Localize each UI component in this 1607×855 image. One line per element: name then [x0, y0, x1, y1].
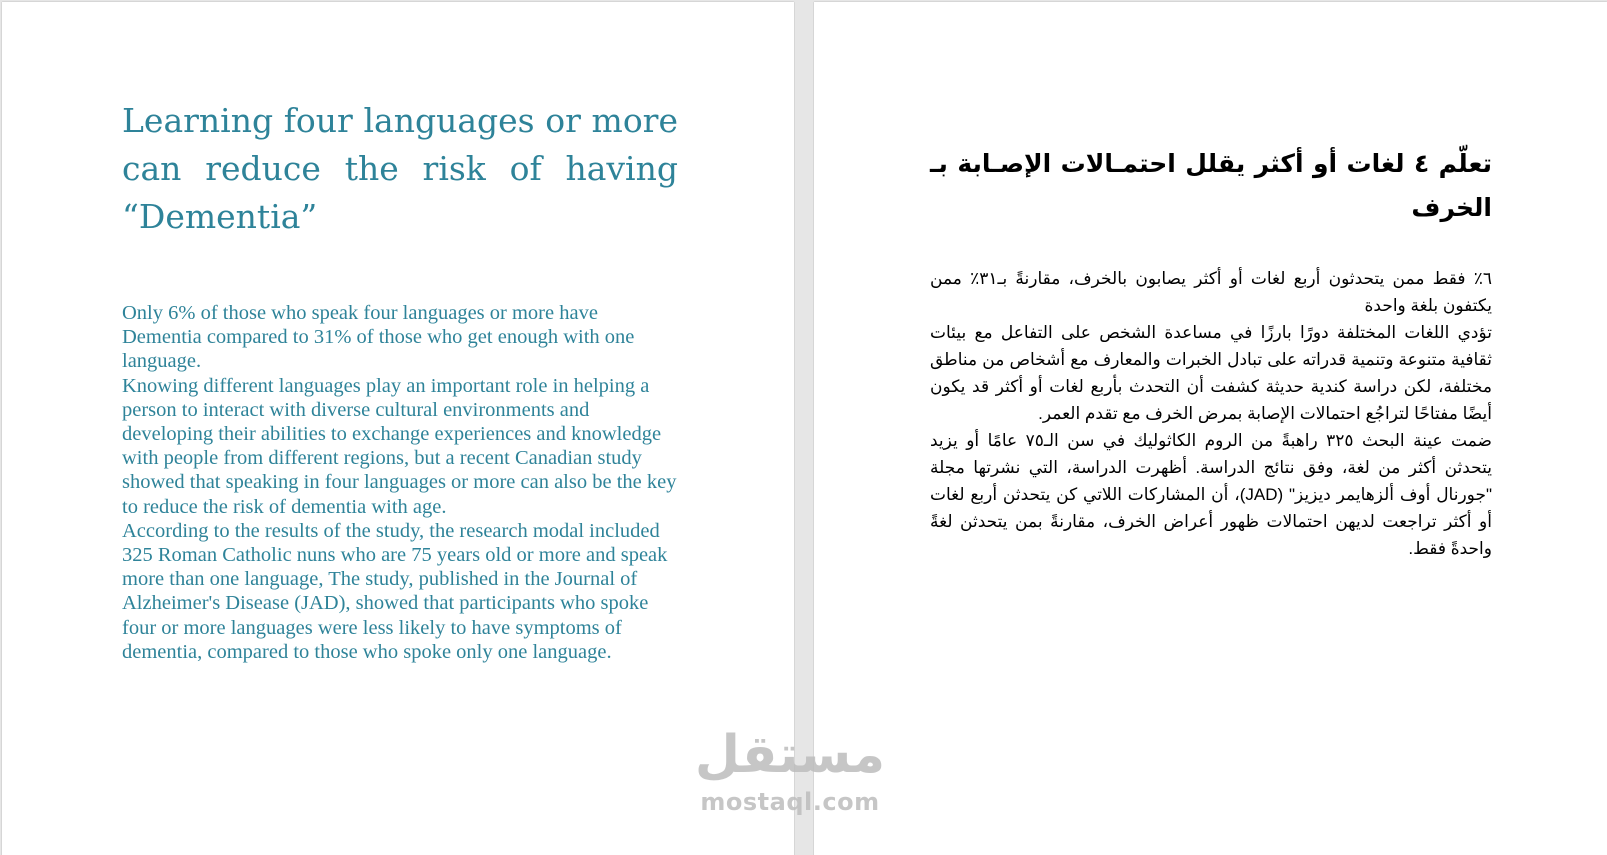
arabic-paragraph: ضمت عينة البحث ٣٢٥ راهبةً من الروم الكاثوليك في سن الـ٧٥ عامًا أو يزيد يتحدثن أكثر من لغة، وفق نتائج الدراسة. أظهرت الدراسة، التي نشرتها مجلة "جورنال أوف ألزهايمر ديزيز" (JAD)، أن المشاركات اللاتي كن يتحدثن أربع لغات أو أكثر تراجعت لديهن احتمالات ظهور أعراض الخرف، مقارنةً بمن يتحدثن لغةً واحدةً فقط.: [930, 431, 1492, 558]
arabic-title: تعلّم ٤ لغات أو أكثر يقلل احتمـالات الإصـابة بـ الخرف: [930, 149, 1492, 222]
english-paragraph: Only 6% of those who speak four languages or more have Dementia compared to 31% of those who get enough with one language.: [122, 302, 635, 373]
english-paragraph: According to the results of the study, the research modal included 325 Roman Catholic nuns who are 75 years old or more and speak more than one language, The study, published in the Journal of Alzheimer's Disease (JAD), showed that participants who spoke four or more languages were less likely to have symptoms of dementia, compared to those who spoke only one language.: [122, 519, 668, 663]
english-title: Learning four languages or more can reduce the risk of having “Dementia”: [122, 101, 678, 236]
arabic-paragraph: ٦٪ فقط ممن يتحدثون أربع لغات أو أكثر يصابون بالخرف، مقارنةً بـ٣١٪ ممن يكتفون بلغة واحدة: [930, 269, 1492, 315]
watermark-domain: mostaql.com: [700, 788, 880, 816]
arabic-paragraph: تؤدي اللغات المختلفة دورًا بارزًا في مساعدة الشخص على التفاعل مع بيئات ثقافية متنوعة وتنمية قدراته على تبادل الخبرات والمعارف مع أشخاص من مناطق مختلفة، لكن دراسة كندية حديثة كشفت أن التحدث بأربع لغات أو أكثر قد يكون أيضًا مفتاحًا لتراجُع احتمالات الإصابة بمرض الخرف مع تقدم العمر.: [930, 323, 1492, 423]
arabic-page: [814, 2, 1607, 855]
watermark-logo: مستقل: [694, 725, 886, 785]
arabic-body: [930, 265, 1492, 562]
english-page: [2, 2, 794, 855]
english-body: [122, 301, 678, 664]
english-paragraph: Knowing different languages play an important role in helping a person to interact with diverse cultural environments and developing their abilities to exchange experiences and knowledge with people from different regions, but a recent Canadian study showed that speaking in four languages or more can also be the key to reduce the risk of dementia with age.: [122, 374, 677, 518]
